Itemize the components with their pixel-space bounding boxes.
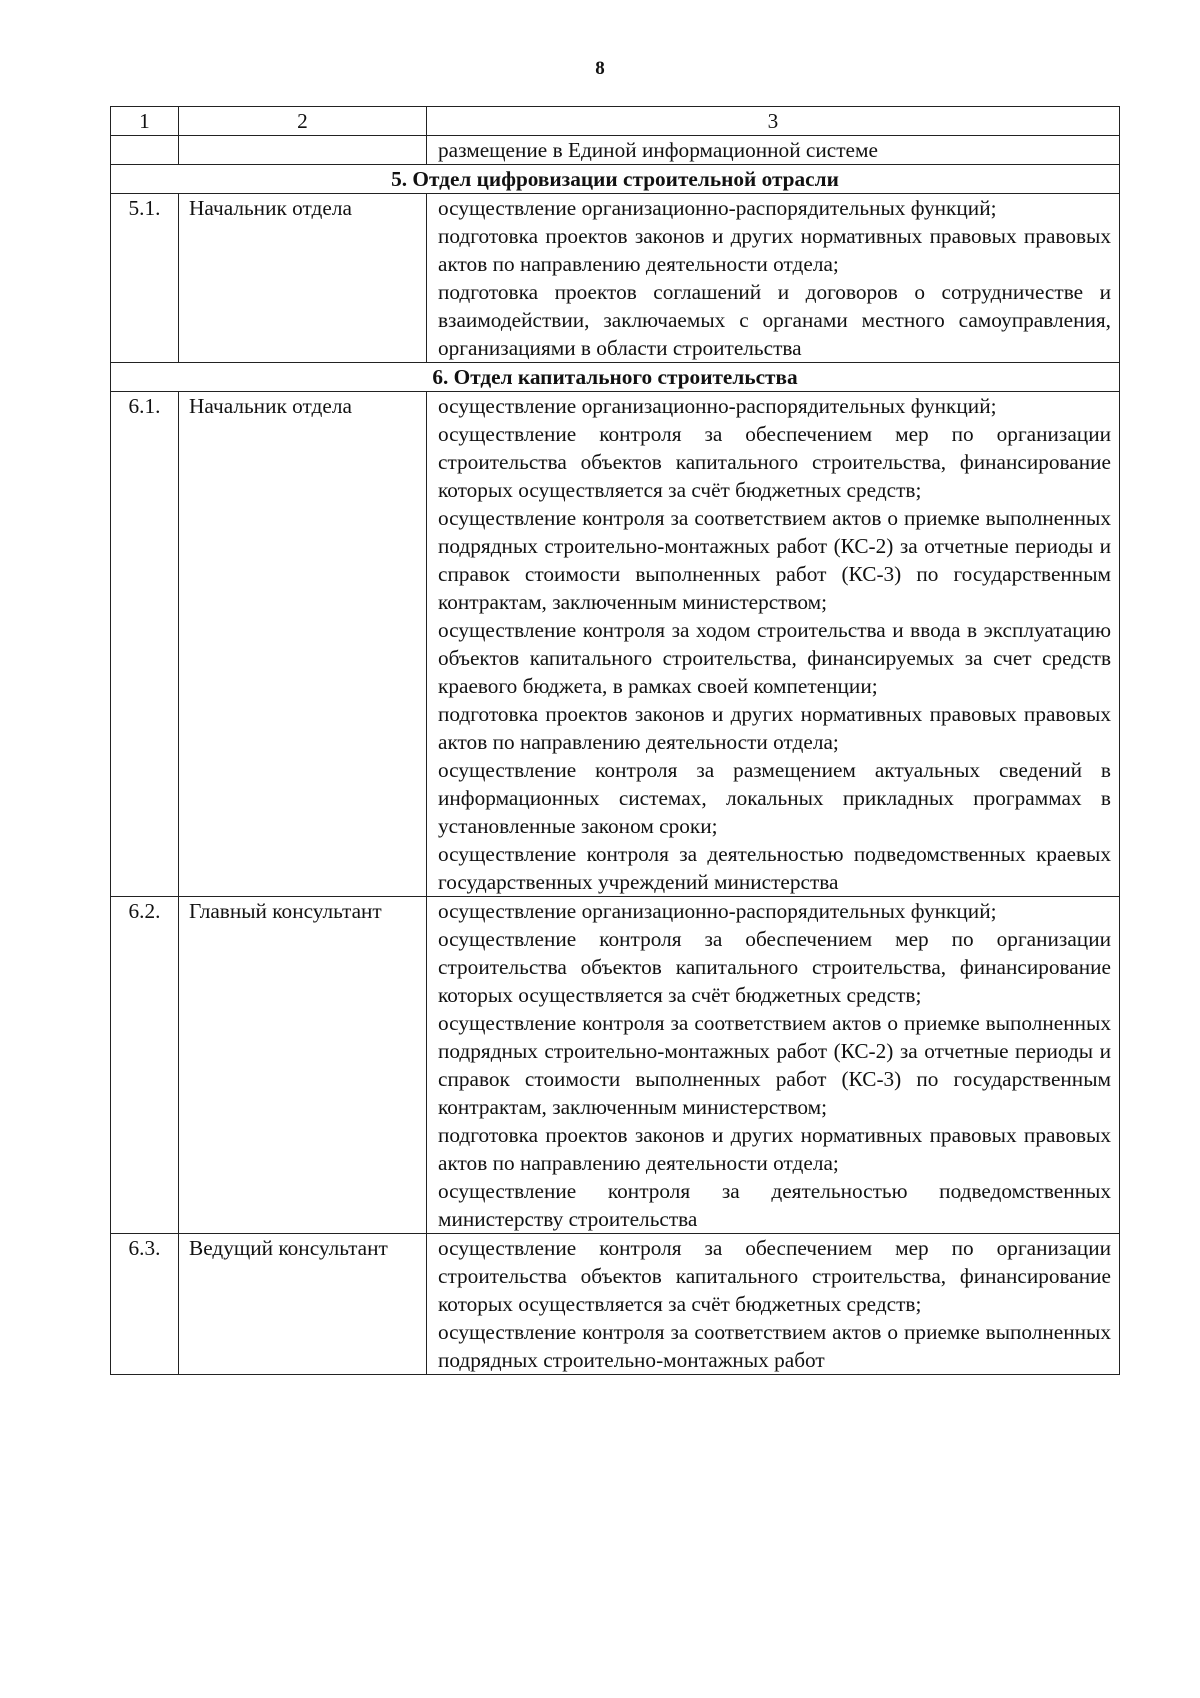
header-col-1: 1	[111, 107, 179, 136]
duty-item: осуществление контроля за обеспечением мер по организации строительства объектов капитального строительства, финансирование которых осуществляется за счёт бюджетных средств;	[438, 1236, 1111, 1316]
duty-item: осуществление контроля за соответствием актов о приемке выполненных подрядных строительно-монтажных работ	[438, 1320, 1111, 1372]
duty-item: осуществление контроля за размещением актуальных сведений в информационных системах, локальных прикладных программах в установленные законом сроки;	[438, 758, 1111, 838]
page-number: 8	[595, 58, 605, 79]
section-title: 5. Отдел цифровизации строительной отрасли	[111, 165, 1120, 194]
duties-table	[110, 106, 1120, 1375]
table-header-row	[111, 107, 1120, 136]
table-row	[111, 194, 1120, 363]
duty-item: осуществление организационно-распорядительных функций;	[438, 196, 997, 220]
position-cell: Ведущий консультант	[179, 1234, 427, 1375]
table-row	[111, 1234, 1120, 1375]
carryover-row	[111, 136, 1120, 165]
section-row	[111, 363, 1120, 392]
header-col-3: 3	[427, 107, 1120, 136]
table-row	[111, 897, 1120, 1234]
row-number: 6.2.	[111, 897, 179, 1234]
row-number: 5.1.	[111, 194, 179, 363]
duty-item: осуществление контроля за ходом строительства и ввода в эксплуатацию объектов капитального строительства, финансируемых за счет средств краевого бюджета, в рамках своей компетенции;	[438, 618, 1111, 698]
duties-cell	[427, 194, 1120, 363]
section-title: 6. Отдел капитального строительства	[111, 363, 1120, 392]
row-number: 6.3.	[111, 1234, 179, 1375]
duty-item: осуществление организационно-распорядительных функций;	[438, 899, 997, 923]
duty-item: подготовка проектов соглашений и договоров о сотрудничестве и взаимодействии, заключаемых с органами местного самоуправления, организациями в области строительства	[438, 280, 1111, 360]
duty-item: осуществление контроля за соответствием актов о приемке выполненных подрядных строительно-монтажных работ (КС-2) за отчетные периоды и справок стоимости выполненных работ (КС-3) по государственным контрактам, заключенным министерством;	[438, 1011, 1111, 1119]
duty-item: подготовка проектов законов и других нормативных правовых правовых актов по направлению деятельности отдела;	[438, 1123, 1111, 1175]
duty-item: осуществление контроля за обеспечением мер по организации строительства объектов капитального строительства, финансирование которых осуществляется за счёт бюджетных средств;	[438, 422, 1111, 502]
position-cell	[179, 136, 427, 165]
duty-item: осуществление контроля за обеспечением мер по организации строительства объектов капитального строительства, финансирование которых осуществляется за счёт бюджетных средств;	[438, 927, 1111, 1007]
position-cell: Начальник отдела	[179, 194, 427, 363]
duty-item: подготовка проектов законов и других нормативных правовых правовых актов по направлению деятельности отдела;	[438, 702, 1111, 754]
duty-item: осуществление контроля за деятельностью подведомственных министерству строительства	[438, 1179, 1111, 1231]
row-number: 6.1.	[111, 392, 179, 897]
duties-cell	[427, 392, 1120, 897]
position-cell: Главный консультант	[179, 897, 427, 1234]
row-number	[111, 136, 179, 165]
duty-item: осуществление контроля за деятельностью подведомственных краевых государственных учреждений министерства	[438, 842, 1111, 894]
duties-cell	[427, 897, 1120, 1234]
table-row	[111, 392, 1120, 897]
duty-item: осуществление организационно-распорядительных функций;	[438, 394, 997, 418]
header-col-2: 2	[179, 107, 427, 136]
position-cell: Начальник отдела	[179, 392, 427, 897]
duty-item: подготовка проектов законов и других нормативных правовых правовых актов по направлению деятельности отдела;	[438, 224, 1111, 276]
section-row	[111, 165, 1120, 194]
duty-item: осуществление контроля за соответствием актов о приемке выполненных подрядных строительно-монтажных работ (КС-2) за отчетные периоды и справок стоимости выполненных работ (КС-3) по государственным контрактам, заключенным министерством;	[438, 506, 1111, 614]
duties-cell	[427, 1234, 1120, 1375]
duties-cell	[427, 136, 1120, 165]
duty-item: размещение в Единой информационной системе	[438, 138, 878, 162]
